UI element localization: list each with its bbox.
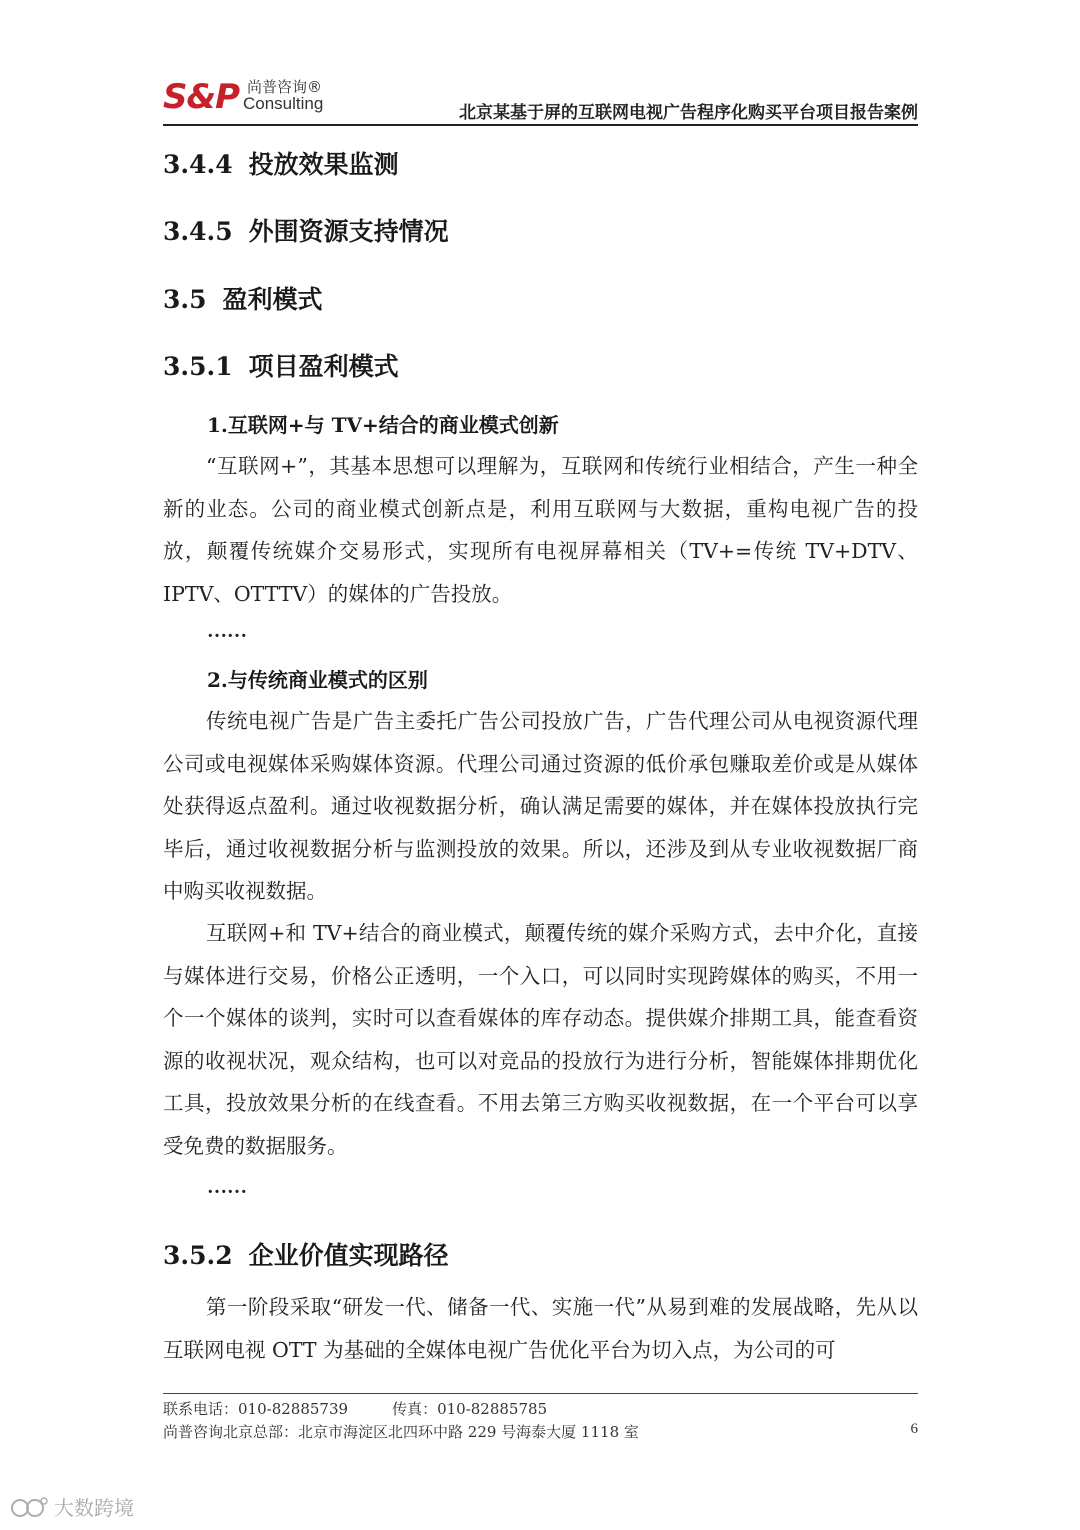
ellipsis-1: …… bbox=[207, 620, 247, 642]
footer-fax: 传真：010-82885785 bbox=[392, 1400, 548, 1418]
section-number: 3.5.2 bbox=[163, 1241, 233, 1270]
logo-mark: S&P bbox=[163, 77, 240, 117]
watermark bbox=[10, 1492, 134, 1521]
page-header bbox=[163, 74, 918, 126]
footer-contact bbox=[163, 1398, 547, 1419]
footer-address: 尚普咨询北京总部：北京市海淀区北四环中路 229 号海泰大厦 1118 室 bbox=[163, 1423, 639, 1441]
heading-3-4-5 bbox=[163, 212, 449, 248]
section-number: 3.4.5 bbox=[163, 217, 233, 246]
watermark-logo-icon bbox=[10, 1495, 50, 1519]
subheading-business-model-innovation: 1.互联网+与 TV+结合的商业模式创新 bbox=[207, 413, 559, 437]
section-number: 3.5 bbox=[163, 285, 207, 314]
section-title: 项目盈利模式 bbox=[248, 352, 399, 381]
logo-chinese-name: 尚普咨询® bbox=[247, 78, 323, 96]
section-number: 3.4.4 bbox=[163, 150, 233, 179]
paragraph-value-path: 第一阶段采取“研发一代、储备一代、实施一代”从易到难的发展战略，先从以互联网电视 OTT 为基础的全媒体电视广告优化平台为切入点，为公司的可 bbox=[163, 1295, 918, 1362]
paragraph-internet-plus: “互联网+”，其基本思想可以理解为，互联网和传统行业相结合，产生一种全新的业态。公司的商业模式创新点是，利用互联网与大数据，重构电视广告的投放，颠覆传统媒介交易形式，实现所有电视屏幕相关（TV+=传统 TV+DTV、IPTV、OTTTV）的媒体的广告投放。 bbox=[163, 454, 918, 606]
page-number: 6 bbox=[910, 1421, 918, 1437]
ellipsis-2: …… bbox=[207, 1176, 247, 1198]
paragraph-new-model: 互联网+和 TV+结合的商业模式，颠覆传统的媒介采购方式，去中介化，直接与媒体进行交易，价格公正透明，一个入口，可以同时实现跨媒体的购买，不用一个一个媒体的谈判，实时可以查看媒体的库存动态。提供媒介排期工具，能查看资源的收视状况，观众结构，也可以对竞品的投放行为进行分析，智能媒体排期优化工具，投放效果分析的在线查看。不用去第三方购买收视数据，在一个平台可以享受免费的数据服务。 bbox=[163, 921, 918, 1158]
heading-3-5-2 bbox=[163, 1236, 449, 1272]
report-title: 北京某基于屏的互联网电视广告程序化购买平台项目报告案例 bbox=[459, 103, 918, 123]
section-title: 盈利模式 bbox=[222, 285, 323, 314]
watermark-text: 大数跨境 bbox=[54, 1496, 134, 1520]
heading-3-4-4 bbox=[163, 145, 399, 181]
paragraph-traditional-tv-ads: 传统电视广告是广告主委托广告公司投放广告，广告代理公司从电视资源代理公司或电视媒体采购媒体资源。代理公司通过资源的低价承包赚取差价或是从媒体处获得返点盈利。通过收视数据分析，确认满足需要的媒体，并在媒体投放执行完毕后，通过收视数据分析与监测投放的效果。所以，还涉及到从专业收视数据厂商中购买收视数据。 bbox=[163, 709, 918, 903]
subheading-difference-traditional: 2.与传统商业模式的区别 bbox=[207, 668, 428, 692]
section-title: 投放效果监测 bbox=[248, 150, 399, 179]
heading-3-5-1 bbox=[163, 347, 399, 383]
footer-divider bbox=[163, 1393, 918, 1394]
header-divider bbox=[163, 124, 918, 126]
section-title: 企业价值实现路径 bbox=[248, 1241, 449, 1270]
logo-english-name: Consulting bbox=[243, 94, 324, 113]
section-number: 3.5.1 bbox=[163, 352, 233, 381]
footer-phone: 联系电话：010-82885739 bbox=[163, 1400, 349, 1418]
heading-3-5 bbox=[163, 280, 323, 316]
section-title: 外围资源支持情况 bbox=[248, 217, 449, 246]
